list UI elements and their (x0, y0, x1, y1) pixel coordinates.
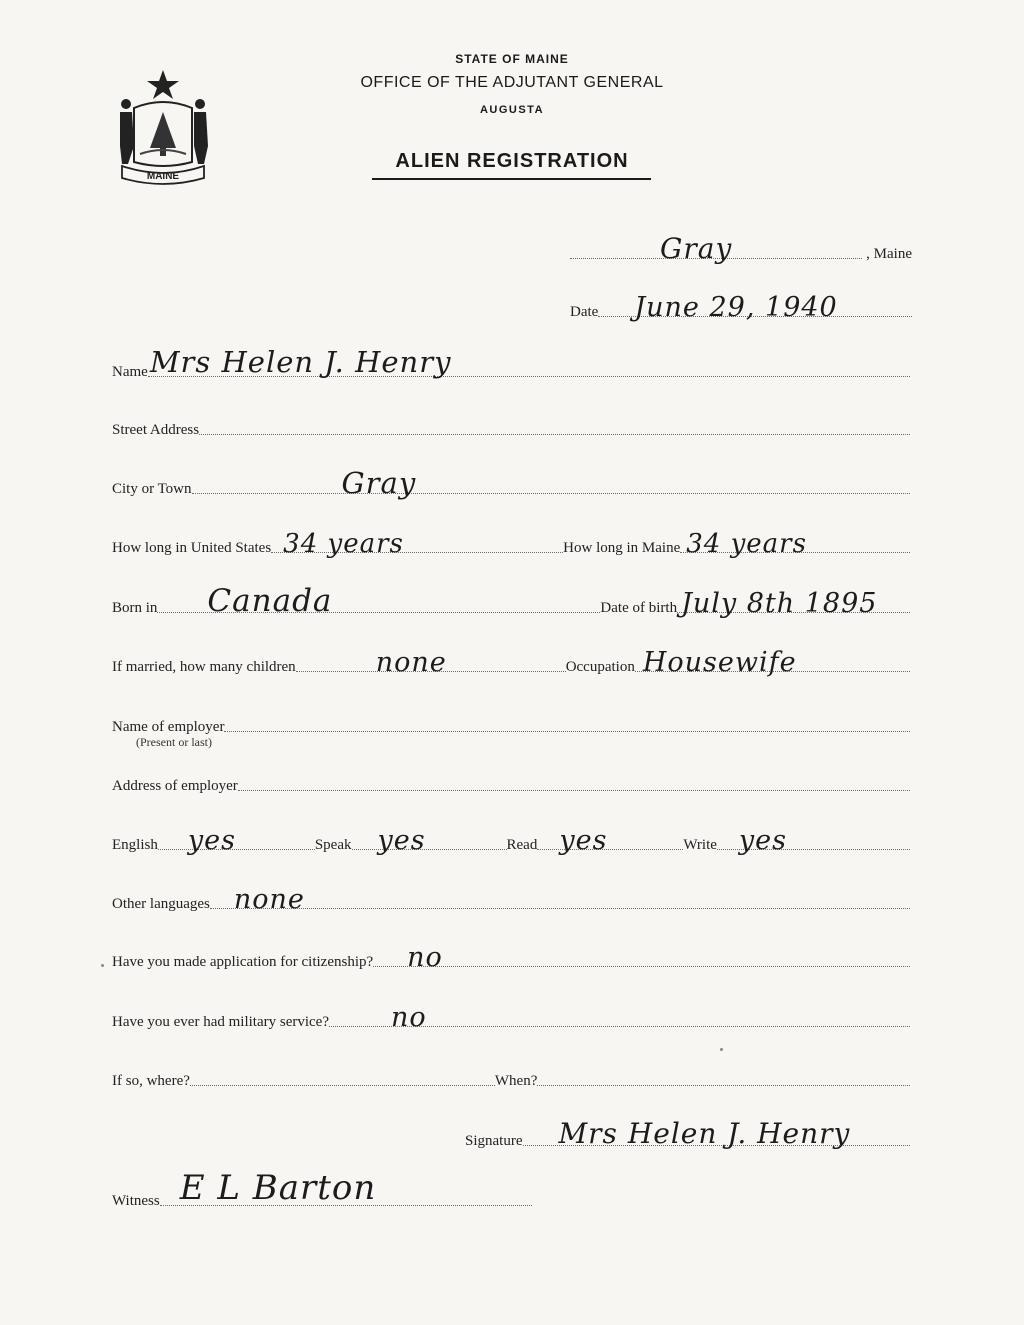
employer-row (112, 719, 910, 736)
street-row (112, 422, 910, 439)
city-label: City or Town (112, 481, 192, 497)
speak-label: Speak (314, 837, 352, 853)
other-languages-row (112, 884, 910, 915)
dob-label: Date of birth (600, 600, 678, 616)
witness-value[interactable]: E L Barton (179, 1168, 377, 1208)
city-row (112, 466, 910, 500)
date-label: Date (570, 304, 599, 320)
name-row (112, 345, 910, 381)
header-state: STATE OF MAINE (455, 52, 569, 66)
title-underline (372, 178, 651, 180)
employer-sub-label: (Present or last) (136, 735, 212, 749)
military-value[interactable]: no (391, 1002, 427, 1033)
dob-value[interactable]: July 8th 1895 (681, 588, 878, 619)
birth-row (112, 583, 910, 619)
service-details-row (112, 1073, 910, 1090)
signature-row (465, 1117, 910, 1150)
family-row (112, 647, 910, 678)
employer-label: Name of employer (112, 719, 225, 735)
street-label: Street Address (112, 422, 200, 438)
form-title: ALIEN REGISTRATION (395, 150, 629, 172)
english-label: English (112, 837, 158, 853)
maine-value[interactable]: 34 years (686, 529, 807, 559)
svg-text:MAINE: MAINE (146, 171, 180, 182)
witness-row (112, 1168, 532, 1210)
language-row (112, 825, 910, 856)
military-row (112, 1002, 910, 1033)
other-languages-label: Other languages (112, 896, 210, 912)
read-value[interactable]: yes (559, 825, 608, 856)
occupation-value[interactable]: Housewife (642, 647, 797, 678)
town-value[interactable]: Gray (660, 232, 733, 265)
margin-mark (720, 1048, 723, 1051)
residence-row (112, 529, 910, 559)
us-value[interactable]: 34 years (283, 529, 404, 559)
date-value[interactable]: June 29, 1940 (634, 292, 838, 323)
military-label: Have you ever had military service? (112, 1014, 329, 1030)
name-label: Name (112, 364, 148, 380)
citizenship-label: Have you made application for citizenship? (112, 954, 374, 970)
witness-label: Witness (112, 1193, 160, 1209)
city-value[interactable]: Gray (341, 466, 417, 500)
header-city: AUGUSTA (479, 104, 545, 116)
speak-value[interactable]: yes (377, 825, 426, 856)
children-value[interactable]: none (375, 647, 447, 678)
employer-address-label: Address of employer (112, 778, 238, 794)
us-label: How long in United States (112, 540, 272, 556)
town-suffix-label: , Maine (866, 246, 912, 262)
other-languages-value[interactable]: none (233, 884, 305, 915)
header-office: OFFICE OF THE ADJUTANT GENERAL (360, 74, 664, 91)
born-label: Born in (112, 600, 158, 616)
signature-label: Signature (465, 1133, 523, 1149)
maine-label: How long in Maine (563, 540, 681, 556)
read-label: Read (506, 837, 538, 853)
citizenship-row (112, 942, 910, 973)
when-label: When? (494, 1073, 538, 1089)
write-label: Write (683, 837, 717, 853)
citizenship-value[interactable]: no (407, 942, 443, 973)
occupation-label: Occupation (565, 659, 635, 675)
write-value[interactable]: yes (738, 825, 787, 856)
children-label: If married, how many children (112, 659, 296, 675)
name-value[interactable]: Mrs Helen J. Henry (149, 345, 452, 379)
where-label: If so, where? (112, 1073, 190, 1089)
signature-value[interactable]: Mrs Helen J. Henry (558, 1117, 851, 1150)
town-row (570, 232, 912, 265)
date-row (570, 292, 912, 323)
employer-address-row (112, 778, 910, 795)
born-value[interactable]: Canada (207, 583, 333, 619)
margin-mark (101, 964, 104, 967)
english-value[interactable]: yes (187, 825, 236, 856)
